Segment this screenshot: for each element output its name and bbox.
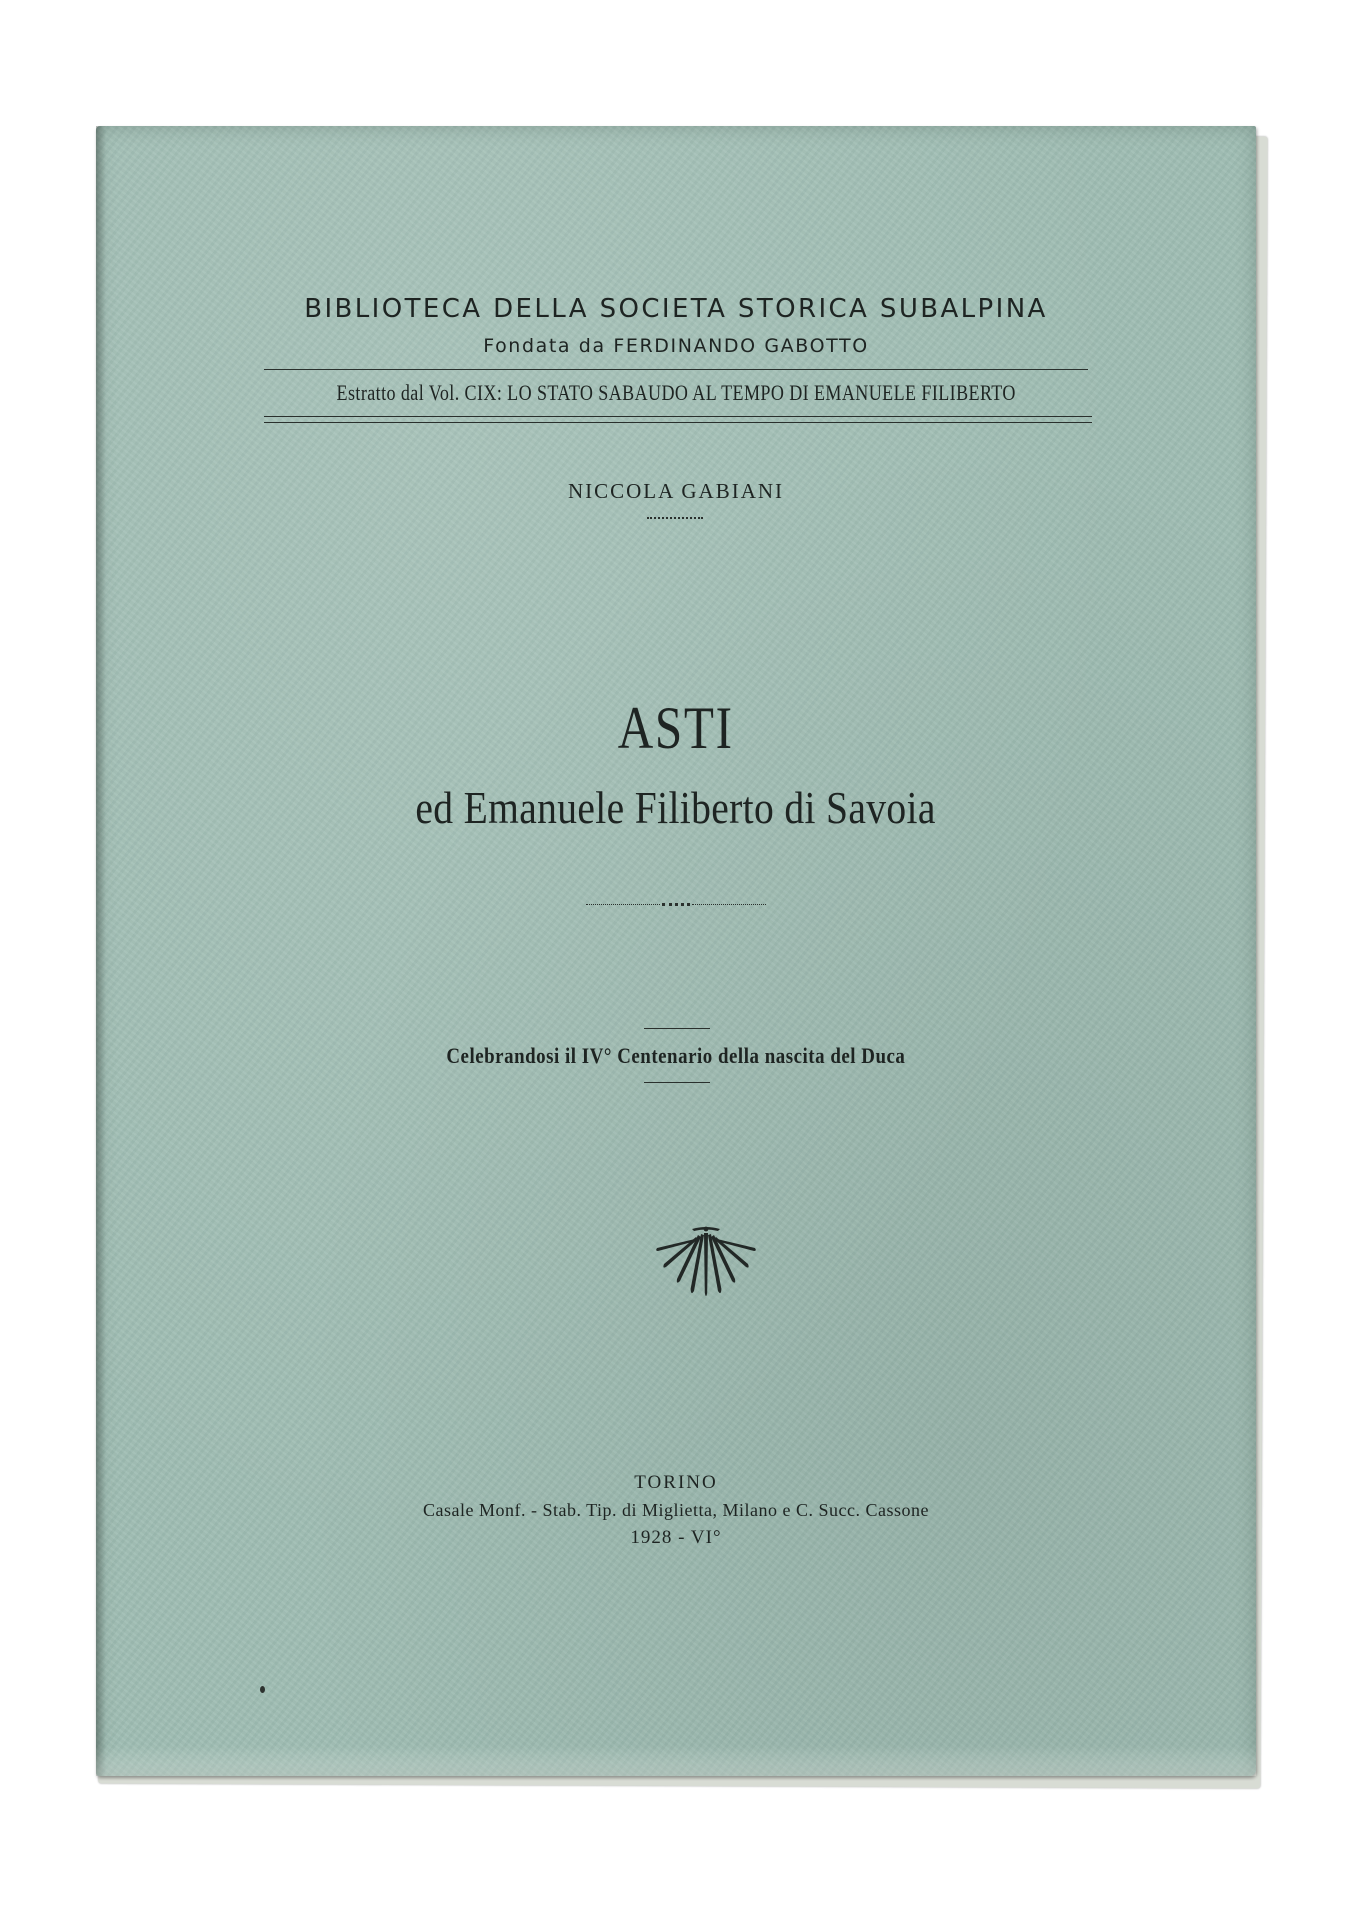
author-dotted-rule — [647, 517, 703, 519]
extract-line-wrapper — [96, 380, 1256, 406]
imprint-printer: Casale Monf. - Stab. Tip. di Miglietta, Milano e C. Succ. Cassone — [423, 1500, 929, 1520]
author-name: NICCOLA GABIANI — [567, 479, 785, 503]
dedication-rule-bottom — [644, 1082, 710, 1083]
series-subtitle: Fondata da FERDINANDO GABOTTO — [483, 335, 869, 357]
main-subtitle-wrapper — [96, 781, 1256, 834]
sunburst-ornament-icon — [654, 1223, 758, 1313]
header-rule-double — [264, 416, 1092, 423]
extract-line: Estratto dal Vol. CIX: LO STATO SABAUDO AL TEMPO DI EMANUELE FILIBERTO — [336, 380, 1016, 405]
main-title-wrapper — [96, 694, 1256, 763]
book-cover — [96, 126, 1256, 1776]
main-subtitle: ed Emanuele Filiberto di Savoia — [415, 782, 937, 833]
main-title: ASTI — [618, 695, 734, 761]
imprint-city: TORINO — [634, 1472, 718, 1493]
dedication-text: Celebrandosi il IV° Centenario della nascita del Duca — [446, 1043, 906, 1068]
dedication-rule-top — [644, 1028, 710, 1029]
dedication-wrapper — [96, 1043, 1256, 1069]
header-rule-top — [264, 369, 1088, 370]
ink-spot — [260, 1686, 265, 1693]
imprint-year: 1928 - VI° — [630, 1527, 722, 1548]
series-title: BIBLIOTECA DELLA SOCIETA STORICA SUBALPINA — [304, 294, 1048, 324]
